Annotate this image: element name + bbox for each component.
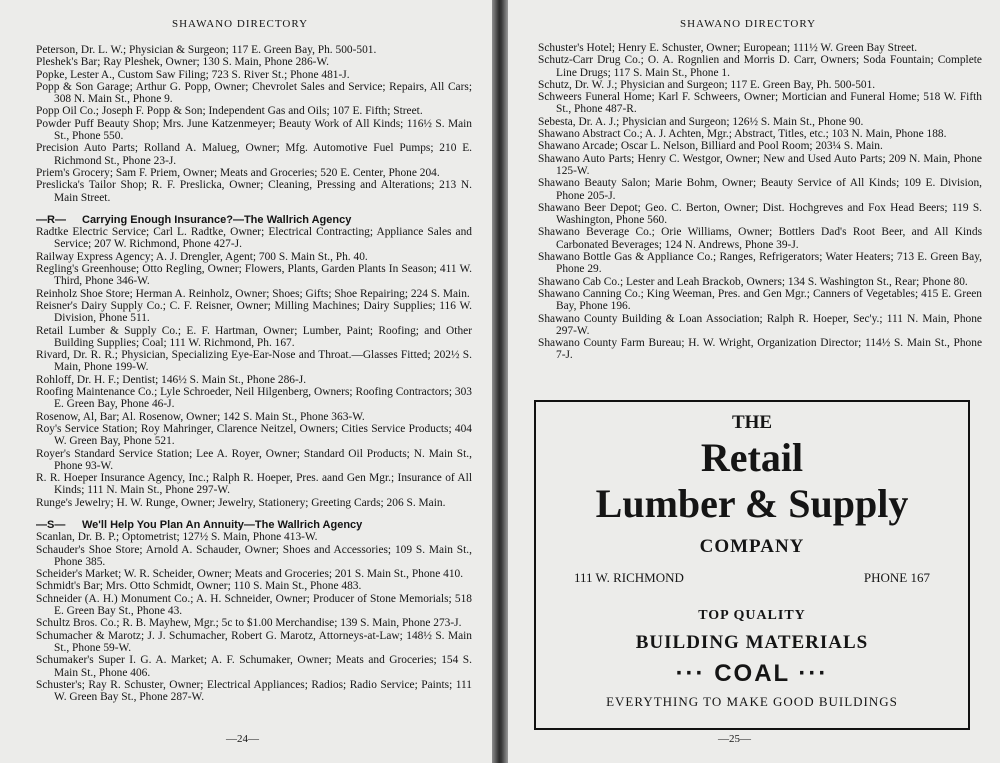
right-page: [508, 0, 1000, 763]
page-number: —24—: [226, 733, 259, 745]
ad-coal: ··· COAL ···: [675, 660, 829, 687]
directory-entry: Rivard, Dr. R. R.; Physician, Specializing Eye-Ear-Nose and Throat.—Glasses Fitted; 202½ S. Main, Phone 199-W.: [36, 349, 472, 374]
directory-entry: Retail Lumber & Supply Co.; E. F. Hartman, Owner; Lumber, Paint; Roofing; and Other Building Supplies; Coal; 111 W. Richmond, Ph. 167.: [36, 324, 472, 349]
directory-entry: Precision Auto Parts; Rolland A. Malueg, Owner; Mfg. Automotive Fuel Pumps; 210 E. Richmond St., Phone 23-J.: [36, 142, 472, 167]
advertisement-box: [534, 400, 970, 730]
directory-entry: Roofing Maintenance Co.; Lyle Schroeder, Neil Hilgenberg, Owners; Roofing Contractors; 303 E. Green Bay, Phone 46-J.: [36, 386, 472, 411]
directory-entry: Rohloff, Dr. H. F.; Dentist; 146½ S. Main St., Phone 286-J.: [36, 373, 307, 386]
ad-the: THE: [731, 412, 773, 433]
directory-entry: Roy's Service Station; Roy Mahringer, Clarence Neitzel, Owners; Cities Service Products; 404 W. Green Bay, Phone 521.: [36, 422, 472, 448]
directory-entry: Shawano Beer Depot; Geo. C. Berton, Owner; Dist. Hochgreves and Fox Head Beers; 119 S. Washington, Phone 560.: [538, 201, 982, 227]
directory-entry: Powder Puff Beauty Shop; Mrs. June Katzenmeyer; Beauty Work of All Kinds; 116½ S. Main St., Phone 550.: [36, 117, 472, 143]
running-head: SHAWANO DIRECTORY: [172, 18, 309, 30]
directory-entry: Shawano Canning Co.; King Weeman, Pres. and Gen Mgr.; Canners of Vegetables; 415 E. Green Bay, Phone 196.: [538, 287, 982, 313]
directory-entry: R. R. Hoeper Insurance Agency, Inc.; Ralph R. Hoeper, Pres. aand Gen Mgr.; Insurance of All Kinds; 111 N. Main St., Phone 297-W.: [36, 472, 472, 497]
directory-entry: Royer's Standard Service Station; Lee A. Royer, Owner; Standard Oil Products; N. Main St., Phone 93-W.: [36, 447, 472, 472]
section-slogan: Carrying Enough Insurance?—The Wallrich Agency: [82, 213, 352, 226]
section-slogan: We'll Help You Plan An Annuity—The Wallrich Agency: [82, 518, 363, 531]
book-gutter: [492, 0, 508, 763]
directory-entry: Schmidt's Bar; Mrs. Otto Schmidt, Owner; 110 S. Main St., Phone 483.: [36, 580, 362, 593]
directory-entry: Shawano Beverage Co.; Orie Williams, Owner; Bottlers Dad's Root Beer, and All Kinds Carbonated Beverages; 124 N. Andrews, Phone 39-J.: [538, 226, 982, 251]
ad-address: 111 W. RICHMOND: [574, 570, 684, 585]
directory-entry: Peterson, Dr. L. W.; Physician & Surgeon; 117 E. Green Bay, Ph. 500-501.: [36, 44, 377, 56]
directory-entry: Schultz Bros. Co.; R. B. Mayhew, Mgr.; 5c to $1.00 Merchandise; 139 S. Main, Phone 273-J.: [36, 617, 462, 630]
entries-s: [36, 531, 472, 703]
section-header-s: [36, 519, 472, 531]
directory-entries: [538, 42, 982, 362]
directory-entry: Schuster's; Ray R. Schuster, Owner; Electrical Appliances; Radios; Radio Service; Paints; 111 W. Green Bay St., Phone 287-W.: [36, 678, 472, 704]
section-header-r: [36, 214, 472, 226]
directory-entry: Schneider (A. H.) Monument Co.; A. H. Schneider, Owner; Producer of Stone Memorials; 518 E. Green Bay St., Phone 43.: [36, 592, 472, 618]
directory-entry: Railway Express Agency; A. J. Drengler, Agent; 700 S. Main St., Ph. 40.: [36, 250, 368, 263]
directory-entry: Popp & Son Garage; Arthur G. Popp, Owner; Chevrolet Sales and Service; Repairs, All Cars; 308 N. Main St., Phone 9.: [36, 80, 472, 106]
directory-entry: Reisner's Dairy Supply Co.; C. F. Reisner, Owner; Milling Machines; Dairy Supplies; 116 W. Division, Phone 511.: [36, 299, 472, 325]
directory-entry: Schutz-Carr Drug Co.; O. A. Rognlien and Morris D. Carr, Owners; Soda Fountain; Complete Line Drugs; 117 S. Main St., Phone 1.: [538, 54, 982, 79]
directory-entry: Sebesta, Dr. A. J.; Physician and Surgeon; 126½ S. Main St., Phone 90.: [538, 115, 864, 128]
entries-p: [36, 44, 472, 204]
running-head: SHAWANO DIRECTORY: [680, 18, 817, 30]
section-letter: —S—: [36, 518, 66, 531]
directory-entry: Shawano Bottle Gas & Appliance Co.; Ranges, Refrigerators; Water Heaters; 713 E. Green Bay, Phone 29.: [538, 251, 982, 276]
directory-entry: Shawano Arcade; Oscar L. Nelson, Billiard and Pool Room; 203¼ S. Main.: [538, 140, 883, 153]
ad-name-line2: Lumber & Supply: [595, 481, 909, 526]
left-page: [0, 0, 492, 763]
ad-building-materials: BUILDING MATERIALS: [635, 632, 869, 653]
directory-entry: Pleshek's Bar; Ray Pleshek, Owner; 130 S. Main, Phone 286-W.: [36, 56, 330, 69]
directory-entry: Schuster's Hotel; Henry E. Schuster, Owner; European; 111½ W. Green Bay Street.: [538, 42, 918, 54]
directory-entry: Radtke Electric Service; Carl L. Radtke, Owner; Electrical Contracting; Appliance Sales and Service; 207 W. Richmond, Phone 427-J.: [36, 226, 472, 251]
directory-entry: Shawano County Farm Bureau; H. W. Wright, Organization Director; 114½ S. Main St., Phone 7-J.: [538, 337, 982, 362]
directory-entry: Schumacher & Marotz; J. J. Schumacher, Robert G. Marotz, Attorneys-at-Law; 148½ S. Main St., Phone 59-W.: [36, 629, 472, 654]
directory-entry: Scheider's Market; W. R. Scheider, Owner; Meats and Groceries; 201 S. Main St., Phone 410.: [36, 568, 464, 581]
directory-entry: Popp Oil Co.; Joseph F. Popp & Son; Independent Gas and Oils; 107 E. Fifth; Street.: [36, 105, 423, 118]
ad-tagline: EVERYTHING TO MAKE GOOD BUILDINGS: [606, 694, 898, 709]
ad-top-quality: TOP QUALITY: [698, 608, 806, 623]
section-letter: —R—: [36, 213, 66, 226]
page-number: —25—: [718, 733, 751, 745]
directory-entry: Schweers Funeral Home; Karl F. Schweers, Owner; Mortician and Funeral Home; 518 W. Fifth St., Phone 487-R.: [538, 91, 982, 116]
ad-phone: PHONE 167: [863, 570, 930, 585]
directory-entry: Popke, Lester A., Custom Saw Filing; 723 S. River St.; Phone 481-J.: [36, 68, 350, 81]
entries-r: [36, 226, 472, 509]
directory-entry: Regling's Greenhouse; Otto Regling, Owner; Flowers, Plants, Garden Plants In Season; 411 W. Third, Phone 346-W.: [36, 263, 472, 288]
directory-entry: Shawano Auto Parts; Henry C. Westgor, Owner; New and Used Auto Parts; 209 N. Main, Phone 125-W.: [538, 152, 982, 177]
directory-entry: Preslicka's Tailor Shop; R. F. Preslicka, Owner; Cleaning, Pressing and Alterations; 213 N. Main Street.: [36, 179, 472, 204]
directory-entry: Rosenow, Al, Bar; Al. Rosenow, Owner; 142 S. Main St., Phone 363-W.: [36, 410, 365, 423]
ad-contact-row: [536, 570, 968, 586]
directory-entry: Scanlan, Dr. B. P.; Optometrist; 127½ S. Main, Phone 413-W.: [36, 531, 318, 544]
directory-entry: Shawano Abstract Co.; A. J. Achten, Mgr.; Abstract, Titles, etc.; 103 N. Main, Phone 188.: [538, 128, 947, 141]
directory-entry: Schutz, Dr. W. J.; Physician and Surgeon; 117 E. Green Bay, Ph. 500-501.: [538, 78, 876, 91]
directory-entry: Shawano County Building & Loan Association; Ralph R. Hoeper, Sec'y.; 111 N. Main, Phone 297-W.: [538, 312, 982, 337]
ad-company: COMPANY: [699, 536, 805, 557]
directory-entries: [36, 44, 472, 703]
directory-entry: Priem's Grocery; Sam F. Priem, Owner; Meats and Groceries; 520 E. Center, Phone 204.: [36, 166, 440, 179]
directory-entry: Schauder's Shoe Store; Arnold A. Schauder, Owner; Shoes and Accessories; 109 S. Main St., Phone 385.: [36, 543, 472, 568]
entries-s-continued: [538, 42, 982, 362]
ad-name-line1: Retail: [700, 435, 804, 480]
directory-entry: Shawano Beauty Salon; Marie Bohm, Owner; Beauty Service of All Kinds; 109 E. Division, Phone 205-J.: [538, 177, 982, 202]
directory-entry: Schumaker's Super I. G. A. Market; A. F. Schumaker, Owner; Meats and Groceries; 154 S. Main St., Phone 406.: [36, 654, 472, 679]
directory-entry: Reinholz Shoe Store; Herman A. Reinholz, Owner; Shoes; Gifts; Shoe Repairing; 224 S. Main.: [36, 287, 470, 300]
directory-entry: Shawano Cab Co.; Lester and Leah Brackob, Owners; 134 S. Washington St., Rear; Phone 80.: [538, 275, 968, 288]
directory-entry: Runge's Jewelry; H. W. Runge, Owner; Jewelry, Stationery; Greeting Cards; 206 S. Main.: [36, 496, 446, 509]
